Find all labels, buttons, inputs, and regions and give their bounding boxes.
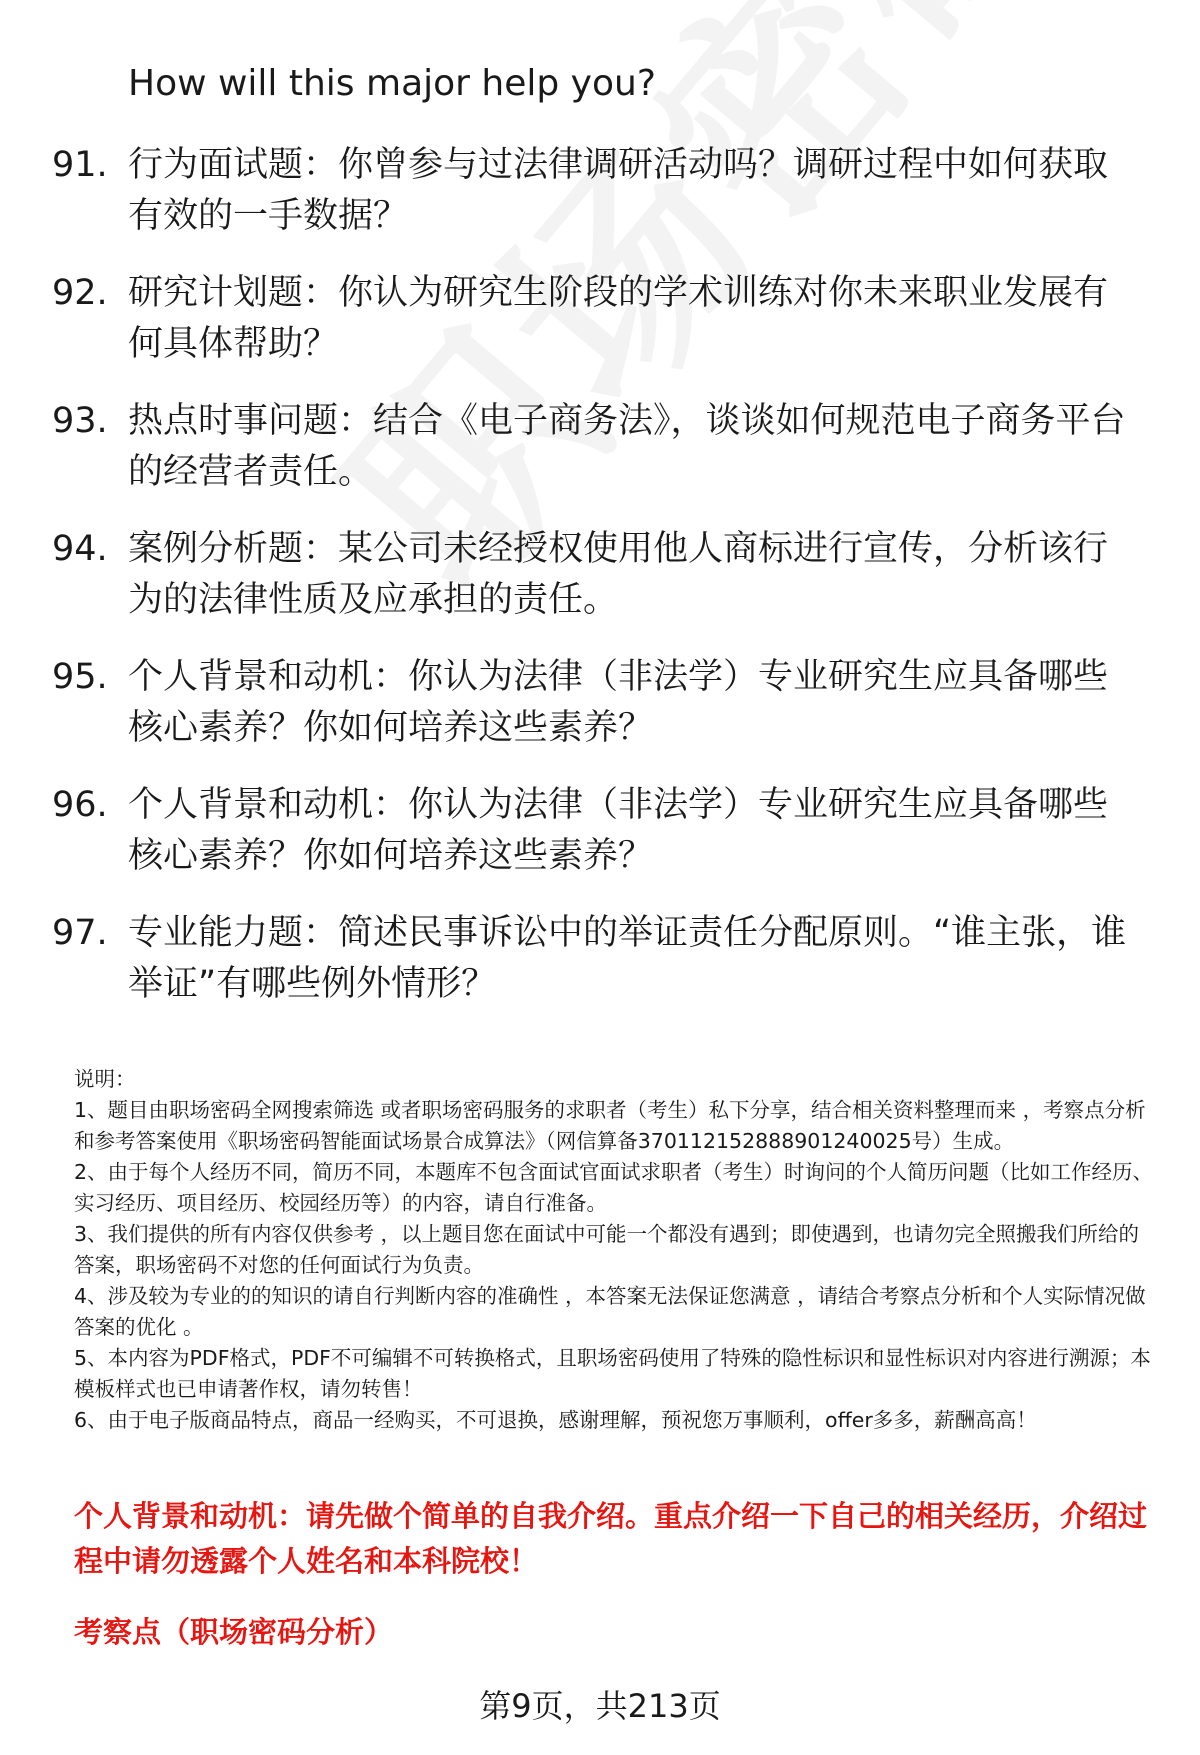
question-item — [0, 652, 1200, 754]
question-item — [0, 908, 1200, 1010]
notes-title: 说明： — [74, 1067, 136, 1091]
question-item — [0, 780, 1200, 882]
question-text: 行为面试题：你曾参与过法律调研活动吗？调研过程中如何获取有效的一手数据？ — [128, 145, 1109, 236]
note-item: 3、我们提供的所有内容仅供参考 ，以上题目您在面试中可能一个都没有遇到；即使遇到，也请勿完全照搬我们所给的答案，职场密码不对您的任何面试行为负责。 — [74, 1222, 1140, 1277]
question-item — [0, 524, 1200, 626]
note-item: 1、题目由职场密码全网搜索筛选 或者职场密码服务的求职者（考生）私下分享，结合相关资料整理而来 ，考察点分析和参考答案使用《职场密码智能面试场景合成算法》（网信算备370112152888901240025号）生成。 — [74, 1098, 1146, 1153]
question-number: 97. — [52, 913, 108, 953]
question-number: 92. — [52, 273, 108, 313]
lead-line: How will this major help you? — [128, 63, 656, 104]
question-list — [0, 140, 1200, 1036]
notes-block — [74, 1064, 1158, 1436]
note-item: 2、由于每个人经历不同，简历不同，本题库不包含面试官面试求职者（考生）时询问的个人简历问题（比如工作经历、实习经历、项目经历、校园经历等）的内容，请自行准备。 — [74, 1160, 1154, 1215]
question-item — [0, 140, 1200, 242]
question-item — [0, 268, 1200, 370]
question-text: 研究计划题：你认为研究生阶段的学术训练对你未来职业发展有何具体帮助？ — [128, 273, 1109, 364]
question-text: 个人背景和动机：你认为法律（非法学）专业研究生应具备哪些核心素养？你如何培养这些素养？ — [128, 785, 1109, 876]
question-number: 96. — [52, 785, 108, 825]
note-item: 6、由于电子版商品特点，商品一经购买，不可退换，感谢理解，预祝您万事顺利，offer多多，薪酬高高！ — [74, 1408, 1037, 1432]
question-item — [0, 396, 1200, 498]
question-text: 专业能力题：简述民事诉讼中的举证责任分配原则。“谁主张，谁举证”有哪些例外情形？ — [128, 913, 1127, 1004]
highlight-question: 个人背景和动机：请先做个简单的自我介绍。重点介绍一下自己的相关经历，介绍过程中请勿透露个人姓名和本科院校！ — [74, 1499, 1148, 1578]
page-footer: 第9页，共213页 — [479, 1687, 721, 1725]
question-text: 个人背景和动机：你认为法律（非法学）专业研究生应具备哪些核心素养？你如何培养这些素养？ — [128, 657, 1109, 748]
question-number: 93. — [52, 401, 108, 441]
section-heading: 考察点（职场密码分析） — [74, 1615, 394, 1649]
note-item: 5、本内容为PDF格式，PDF不可编辑不可转换格式，且职场密码使用了特殊的隐性标识和显性标识对内容进行溯源；本模板样式也已申请著作权，请勿转售！ — [74, 1346, 1151, 1401]
note-item: 4、涉及较为专业的的知识的请自行判断内容的准确性 ，本答案无法保证您满意 ，请结合考察点分析和个人实际情况做答案的优化 。 — [74, 1284, 1146, 1339]
question-text: 案例分析题：某公司未经授权使用他人商标进行宣传，分析该行为的法律性质及应承担的责任。 — [128, 529, 1109, 620]
question-number: 94. — [52, 529, 108, 569]
question-text: 热点时事问题：结合《电子商务法》，谈谈如何规范电子商务平台的经营者责任。 — [128, 401, 1126, 492]
question-number: 95. — [52, 657, 108, 697]
question-number: 91. — [52, 145, 108, 185]
